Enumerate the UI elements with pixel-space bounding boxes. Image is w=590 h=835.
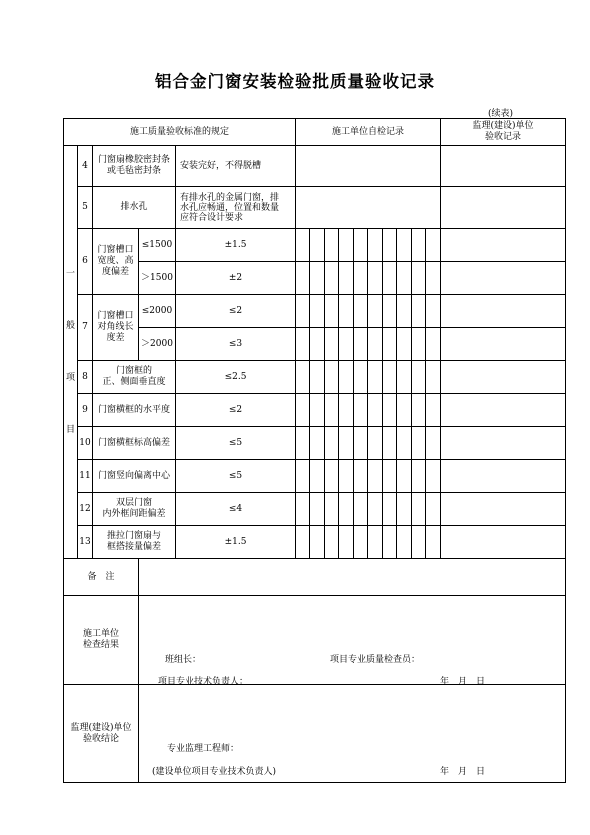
item-number: 12: [78, 493, 93, 526]
check-cell[interactable]: [339, 526, 354, 559]
check-cell[interactable]: [383, 328, 397, 361]
check-cell[interactable]: [325, 427, 339, 460]
item-condition: ＞2000: [139, 328, 176, 361]
check-cell[interactable]: [310, 394, 325, 427]
check-cell[interactable]: [354, 262, 368, 295]
check-cell[interactable]: [412, 262, 426, 295]
check-cell[interactable]: [397, 295, 412, 328]
check-cell[interactable]: [339, 493, 354, 526]
item-tolerance: ≤5: [176, 427, 296, 460]
item-row-9: [64, 394, 566, 427]
supervision-cell[interactable]: [441, 361, 566, 394]
check-cell[interactable]: [325, 394, 339, 427]
remarks-label: 备 注: [64, 559, 139, 596]
item-requirement: 安装完好，不得脱槽: [176, 146, 296, 187]
check-cell[interactable]: [426, 394, 441, 427]
check-cell[interactable]: [296, 295, 310, 328]
check-cell[interactable]: [383, 493, 397, 526]
check-cell[interactable]: [368, 295, 383, 328]
check-cell[interactable]: [383, 460, 397, 493]
check-cell[interactable]: [412, 295, 426, 328]
supervision-conclusion-label: 监理(建设)单位 验收结论: [64, 685, 139, 783]
continuation-label: (续表): [488, 109, 514, 119]
check-cell[interactable]: [339, 427, 354, 460]
supervision-cell[interactable]: [441, 394, 566, 427]
check-cell[interactable]: [354, 361, 368, 394]
remarks-content[interactable]: [139, 559, 566, 596]
supervision-cell[interactable]: [441, 493, 566, 526]
item-number: 10: [78, 427, 93, 460]
item-row-10: [64, 427, 566, 460]
check-cell[interactable]: [368, 361, 383, 394]
quality-inspector-label: 项目专业质量检查员：: [330, 655, 421, 665]
item-tolerance: ≤2: [176, 295, 296, 328]
check-cell[interactable]: [310, 427, 325, 460]
tech-leader-label: 项目专业技术负责人：: [158, 677, 249, 687]
check-cell[interactable]: [426, 460, 441, 493]
item-number: 11: [78, 460, 93, 493]
check-cell[interactable]: [397, 427, 412, 460]
check-cell[interactable]: [310, 295, 325, 328]
item-name: 推拉门窗扇与 框搭接量偏差: [93, 526, 176, 559]
check-cell[interactable]: [296, 460, 310, 493]
construction-result-row: [64, 596, 566, 685]
page-title: 铝合金门窗安装检验批质量验收记录: [155, 72, 435, 91]
item-tolerance: ≤3: [176, 328, 296, 361]
check-cell[interactable]: [354, 295, 368, 328]
item-number: 9: [78, 394, 93, 427]
check-cell[interactable]: [383, 361, 397, 394]
inspection-table: [63, 118, 566, 783]
check-cell[interactable]: [339, 361, 354, 394]
check-cell[interactable]: [368, 460, 383, 493]
construction-date: 年 月 日: [440, 677, 486, 687]
check-cell[interactable]: [310, 229, 325, 262]
check-cell[interactable]: [296, 361, 310, 394]
check-cell[interactable]: [412, 361, 426, 394]
owner-tech-leader-label: (建设单位项目专业技术负责人): [152, 767, 277, 777]
supervision-cell[interactable]: [441, 328, 566, 361]
check-cell[interactable]: [339, 460, 354, 493]
check-cell[interactable]: [339, 262, 354, 295]
check-cell[interactable]: [426, 427, 441, 460]
construction-result-label: 施工单位 检查结果: [64, 596, 139, 685]
check-cell[interactable]: [339, 295, 354, 328]
check-cell[interactable]: [296, 229, 310, 262]
check-cell[interactable]: [368, 526, 383, 559]
self-check-header: 施工单位自检记录: [296, 119, 441, 146]
check-cell[interactable]: [397, 394, 412, 427]
item-row-13: [64, 526, 566, 559]
category-label: 一 般 项 目: [64, 146, 78, 559]
check-cell[interactable]: [383, 262, 397, 295]
item-name: 门窗框的 正、侧面垂直度: [93, 361, 176, 394]
item-name: 门窗槽口 对角线长 度差: [93, 295, 139, 361]
check-cell[interactable]: [426, 328, 441, 361]
check-cell[interactable]: [412, 526, 426, 559]
check-cell[interactable]: [310, 493, 325, 526]
supervision-cell[interactable]: [441, 526, 566, 559]
check-cell[interactable]: [310, 361, 325, 394]
item-row-5: [64, 187, 566, 229]
check-cell[interactable]: [354, 460, 368, 493]
supervision-cell[interactable]: [441, 295, 566, 328]
item-name: 门窗扇橡胶密封条 或毛毡密封条: [93, 146, 176, 187]
check-cell[interactable]: [325, 328, 339, 361]
check-cell[interactable]: [354, 427, 368, 460]
check-cell[interactable]: [368, 427, 383, 460]
check-cell[interactable]: [383, 394, 397, 427]
check-cell[interactable]: [296, 394, 310, 427]
check-cell[interactable]: [397, 526, 412, 559]
check-cell[interactable]: [354, 394, 368, 427]
item-tolerance: ≤2.5: [176, 361, 296, 394]
construction-result-content[interactable]: [139, 596, 566, 685]
check-cell[interactable]: [368, 328, 383, 361]
check-cell[interactable]: [368, 394, 383, 427]
item-tolerance: ±1.5: [176, 526, 296, 559]
item-name: 门窗槽口 宽度、高 度偏差: [93, 229, 139, 295]
check-cell[interactable]: [339, 394, 354, 427]
check-cell[interactable]: [296, 493, 310, 526]
check-cell[interactable]: [397, 361, 412, 394]
item-row-11: [64, 460, 566, 493]
item-name: 排水孔: [93, 187, 176, 229]
check-cell[interactable]: [426, 262, 441, 295]
item-condition: ≤2000: [139, 295, 176, 328]
item-row-6a: [64, 229, 566, 262]
check-cell[interactable]: [310, 328, 325, 361]
item-tolerance: ≤5: [176, 460, 296, 493]
check-cell[interactable]: [412, 328, 426, 361]
item-tolerance: ≤4: [176, 493, 296, 526]
check-cell[interactable]: [397, 460, 412, 493]
item-number: 6: [78, 229, 93, 295]
check-cell[interactable]: [310, 526, 325, 559]
check-cell[interactable]: [383, 229, 397, 262]
item-tolerance: ≤2: [176, 394, 296, 427]
supervision-cell[interactable]: [441, 187, 566, 229]
check-cell[interactable]: [325, 526, 339, 559]
item-condition: ≤1500: [139, 229, 176, 262]
check-cell[interactable]: [325, 460, 339, 493]
item-number: 7: [78, 295, 93, 361]
supervision-conclusion-row: [64, 685, 566, 783]
check-cell[interactable]: [310, 262, 325, 295]
check-cell[interactable]: [426, 361, 441, 394]
check-cell[interactable]: [325, 295, 339, 328]
self-check-cell[interactable]: [296, 187, 441, 229]
supervision-cell[interactable]: [441, 146, 566, 187]
item-row-6b: [64, 262, 566, 295]
check-cell[interactable]: [426, 526, 441, 559]
header-row: [64, 119, 566, 146]
check-cell[interactable]: [325, 229, 339, 262]
check-cell[interactable]: [412, 493, 426, 526]
check-cell[interactable]: [412, 229, 426, 262]
item-condition: ＞1500: [139, 262, 176, 295]
check-cell[interactable]: [325, 262, 339, 295]
item-number: 5: [78, 187, 93, 229]
check-cell[interactable]: [325, 361, 339, 394]
check-cell[interactable]: [383, 526, 397, 559]
supervision-date: 年 月 日: [440, 767, 486, 777]
check-cell[interactable]: [354, 229, 368, 262]
check-cell[interactable]: [426, 229, 441, 262]
item-row-7b: [64, 328, 566, 361]
item-row-12: [64, 493, 566, 526]
check-cell[interactable]: [354, 328, 368, 361]
self-check-cell[interactable]: [296, 146, 441, 187]
team-leader-label: 班组长：: [165, 655, 202, 665]
check-cell[interactable]: [296, 526, 310, 559]
item-tolerance: ±1.5: [176, 229, 296, 262]
item-name: 门窗横框标高偏差: [93, 427, 176, 460]
check-cell[interactable]: [397, 262, 412, 295]
supervision-cell[interactable]: [441, 460, 566, 493]
check-cell[interactable]: [397, 493, 412, 526]
check-cell[interactable]: [354, 493, 368, 526]
check-cell[interactable]: [325, 493, 339, 526]
check-cell[interactable]: [412, 427, 426, 460]
item-name: 门窗横框的水平度: [93, 394, 176, 427]
item-row-7a: [64, 295, 566, 328]
check-cell[interactable]: [354, 526, 368, 559]
check-cell[interactable]: [426, 295, 441, 328]
check-cell[interactable]: [397, 328, 412, 361]
check-cell[interactable]: [412, 394, 426, 427]
supervision-cell[interactable]: [441, 229, 566, 262]
item-name: 门窗竖向偏离中心: [93, 460, 176, 493]
check-cell[interactable]: [339, 328, 354, 361]
check-cell[interactable]: [368, 229, 383, 262]
check-cell[interactable]: [368, 262, 383, 295]
check-cell[interactable]: [412, 460, 426, 493]
item-tolerance: ±2: [176, 262, 296, 295]
item-number: 4: [78, 146, 93, 187]
check-cell[interactable]: [397, 229, 412, 262]
item-number: 8: [78, 361, 93, 394]
item-number: 13: [78, 526, 93, 559]
remarks-row: [64, 559, 566, 596]
supervision-cell[interactable]: [441, 262, 566, 295]
item-requirement: 有排水孔的金属门窗，排 水孔应畅通，位置和数量 应符合设计要求: [176, 187, 296, 229]
item-name: 双层门窗 内外框间距偏差: [93, 493, 176, 526]
supervision-engineer-label: 专业监理工程师：: [167, 744, 240, 754]
check-cell[interactable]: [383, 427, 397, 460]
check-cell[interactable]: [296, 427, 310, 460]
supervision-header: 监理(建设)单位 验收记录: [441, 119, 566, 146]
check-cell[interactable]: [383, 295, 397, 328]
check-cell[interactable]: [368, 493, 383, 526]
check-cell[interactable]: [296, 328, 310, 361]
supervision-cell[interactable]: [441, 427, 566, 460]
standard-header: 施工质量验收标准的规定: [64, 119, 296, 146]
check-cell[interactable]: [339, 229, 354, 262]
check-cell[interactable]: [310, 460, 325, 493]
item-row-8: [64, 361, 566, 394]
check-cell[interactable]: [296, 262, 310, 295]
item-row-4: [64, 146, 566, 187]
check-cell[interactable]: [426, 493, 441, 526]
